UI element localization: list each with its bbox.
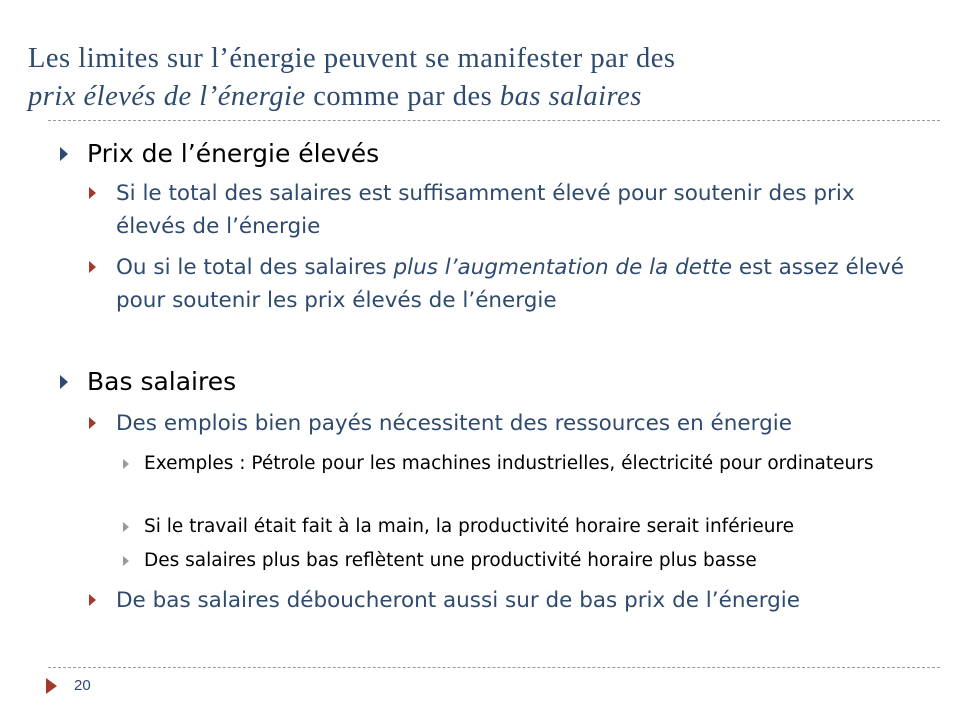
title-divider [48, 120, 940, 121]
bullet-low-energy-prices [116, 584, 916, 617]
title-line-1: Les limites sur l’énergie peuvent se manifester par des [28, 43, 676, 74]
sub-bullet-text: Exemples : Pétrole pour les machines industrielles, électricité pour ordinateurs [144, 453, 874, 474]
section-heading-text: Prix de l’énergie élevés [87, 139, 380, 168]
title-italic-energy-prices: prix élevés de l’énergie [28, 81, 306, 112]
bullet-triangle-icon [89, 594, 96, 606]
bullet-text: Si le total des salaires est suffisamment élevé pour soutenir des prix élevés de l’énergie [116, 181, 855, 239]
sub-bullet-text: Des salaires plus bas reflètent une productivité horaire plus basse [144, 550, 757, 571]
sub-bullet-triangle-icon [123, 556, 129, 566]
sub-bullet-text: Si le travail était fait à la main, la productivité horaire serait inférieure [144, 516, 795, 537]
title-line-2 [28, 78, 938, 116]
title-italic-low-wages: bas salaires [499, 81, 642, 112]
sub-bullet-manual-work [144, 513, 904, 540]
section-heading-text: Bas salaires [87, 367, 237, 396]
bullet-text: De bas salaires déboucheront aussi sur de bas prix de l’énergie [116, 588, 801, 613]
bullet-triangle-icon [89, 187, 96, 199]
bullet-total-wages [116, 177, 916, 243]
bullet-triangle-icon [89, 261, 96, 273]
sub-bullet-triangle-icon [123, 459, 129, 469]
bullet-text-italic: plus l’augmentation de la dette [393, 255, 733, 280]
bullet-wages-plus-debt [116, 251, 916, 317]
bullet-triangle-icon [60, 147, 68, 161]
section-heading-energy-prices [87, 138, 937, 170]
bullet-text-start: Ou si le total des salaires [116, 255, 394, 280]
bullet-triangle-icon [89, 417, 96, 429]
bullet-triangle-icon [60, 375, 68, 389]
footer-triangle-icon [46, 678, 57, 694]
page-number: 20 [74, 677, 91, 694]
section-heading-low-wages [87, 366, 937, 398]
sub-bullet-triangle-icon [123, 522, 129, 532]
bullet-text: Des emplois bien payés nécessitent des ressources en énergie [116, 411, 792, 436]
bullet-well-paid-jobs [116, 407, 916, 440]
footer-divider [48, 667, 940, 668]
sub-bullet-examples [144, 450, 904, 477]
sub-bullet-lower-wages [144, 547, 904, 574]
title-connector: comme par des [305, 81, 500, 112]
slide-title [28, 40, 938, 116]
bullet-text-end: est assez élevé pour soutenir les prix élevés de l’énergie [116, 255, 904, 313]
